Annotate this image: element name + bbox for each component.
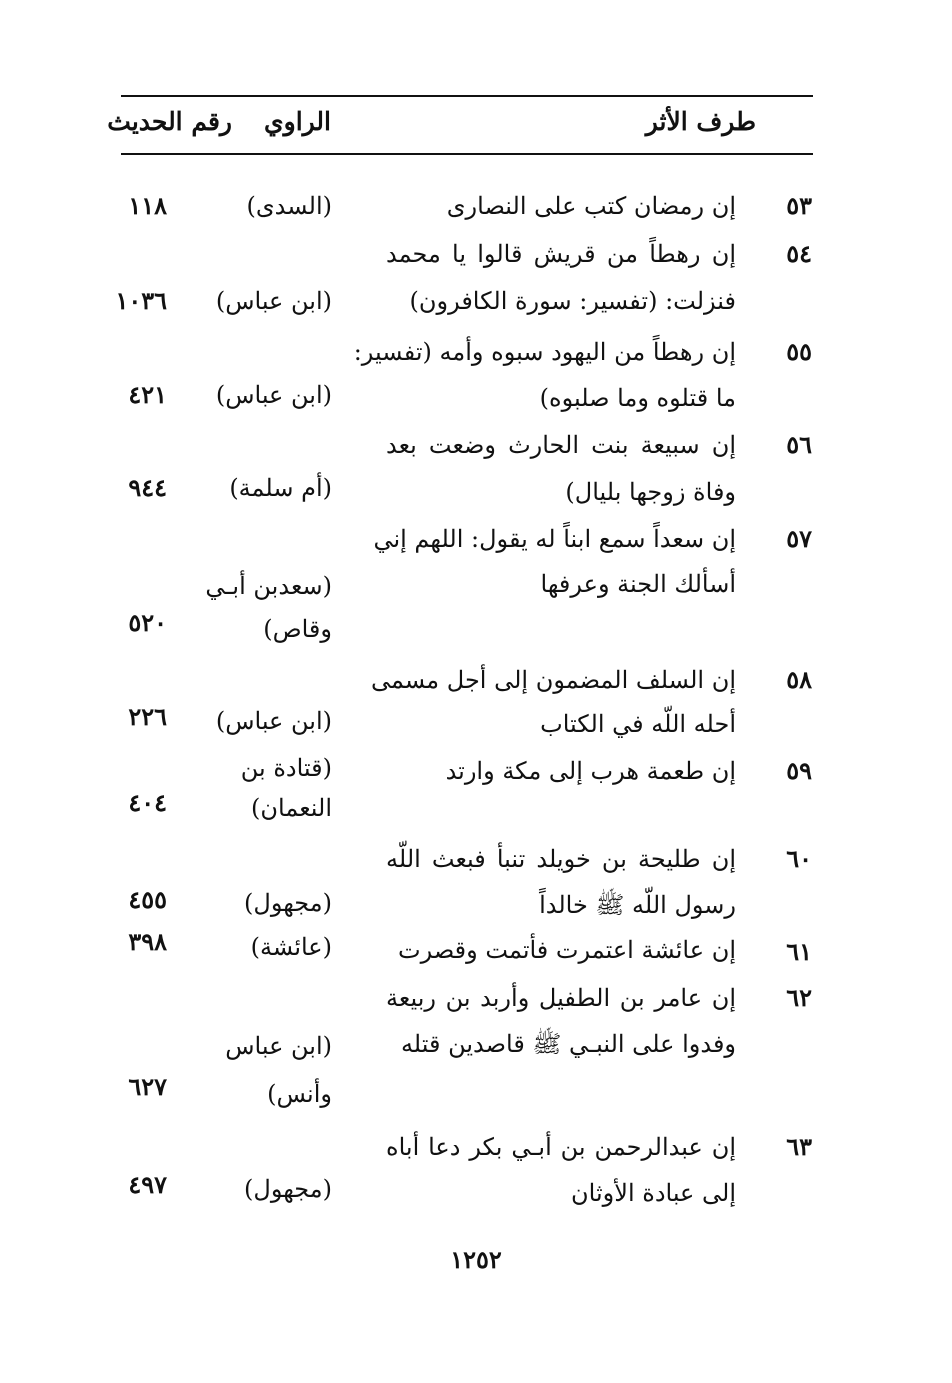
- entry-text-line: إن رهطاً من قريش قالوا يا محمد: [386, 240, 736, 268]
- entry-number: ٦٠: [786, 844, 812, 873]
- column-header-narrator: الراوي: [264, 107, 331, 136]
- entry-number: ٥٩: [786, 756, 812, 785]
- entry-narrator: (عائشة): [250, 933, 332, 961]
- entry-number: ٥٨: [786, 665, 812, 694]
- entry-narrator: (أم سلمة): [229, 474, 332, 502]
- entry-text-line: وفاة زوجها بليال): [565, 478, 736, 506]
- entry-hadith-number: ٤٥٥: [128, 885, 167, 914]
- entry-text-line: أحله اللّه في الكتاب: [540, 710, 736, 738]
- entry-hadith-number: ٤٢١: [128, 380, 167, 409]
- entry-narrator: (مجهول): [244, 1175, 332, 1203]
- entry-text-line: إن السلف المضمون إلى أجل مسمى: [371, 666, 736, 694]
- entry-number: ٥٧: [786, 524, 812, 553]
- entry-text-line: أسألك الجنة وعرفها: [540, 570, 736, 598]
- page-number: ١٢٥٢: [450, 1245, 502, 1274]
- entry-hadith-number: ٥٢٠: [128, 608, 167, 637]
- entry-number: ٥٤: [786, 239, 812, 268]
- entry-narrator: (ابن عباس): [215, 707, 332, 735]
- entry-narrator: وأنس): [267, 1080, 332, 1108]
- entry-hadith-number: ١١٨: [128, 191, 167, 220]
- entry-narrator: وقاص): [263, 615, 332, 643]
- entry-number: ٥٣: [786, 191, 812, 220]
- entry-number: ٦١: [786, 937, 812, 966]
- entry-narrator: (سعدبن أبـي: [205, 572, 332, 600]
- entry-number: ٦٣: [786, 1132, 812, 1161]
- entry-hadith-number: ٤٠٤: [128, 788, 167, 817]
- entry-text-line: إن طعمة هرب إلى مكة وارتد: [445, 757, 736, 785]
- entry-text-line: إن رهطاً من اليهود سبوه وأمه (تفسير:: [353, 338, 736, 366]
- top-rule: [121, 95, 813, 97]
- column-header-hadith-number: رقم الحديث: [107, 107, 232, 136]
- entry-text-line: إن سعداً سمع ابناً له يقول: اللهم إني: [373, 525, 736, 553]
- entry-narrator: (مجهول): [244, 889, 332, 917]
- entry-text-line: إن رمضان كتب على النصارى: [446, 192, 736, 220]
- entry-hadith-number: ٢٢٦: [128, 702, 167, 731]
- entry-hadith-number: ٣٩٨: [128, 927, 167, 956]
- entry-number: ٦٢: [786, 983, 812, 1012]
- entry-number: ٥٦: [786, 430, 812, 459]
- header-rule: [121, 153, 813, 155]
- entry-hadith-number: ٤٩٧: [128, 1170, 167, 1199]
- entry-text-line: إن عائشة اعتمرت فأتمت وقصرت: [398, 936, 736, 964]
- entry-text-line: إن عبدالرحمن بن أبـي بكر دعا أباه: [386, 1133, 736, 1161]
- entry-narrator: (ابن عباس): [215, 287, 332, 315]
- entry-text-line: فنزلت: (تفسير: سورة الكافرون): [409, 287, 736, 315]
- entry-narrator: (السدى): [246, 192, 332, 220]
- entry-text-line: إلى عبادة الأوثان: [571, 1179, 736, 1207]
- entry-number: ٥٥: [786, 337, 812, 366]
- entry-text-line: إن سبيعة بنت الحارث وضعت بعد: [386, 431, 736, 459]
- entry-text-line: إن طليحة بن خويلد تنبأ فبعث اللّه: [386, 845, 736, 873]
- entry-narrator: (ابن عباس: [225, 1032, 332, 1060]
- column-header-title: طرف الأثر: [645, 107, 756, 136]
- entry-text-line: ما قتلوه وما صلبوه): [539, 384, 736, 412]
- entry-hadith-number: ٦٢٧: [128, 1072, 167, 1101]
- entry-narrator: النعمان): [251, 794, 332, 822]
- entry-narrator: (قتادة بن: [240, 754, 332, 782]
- entry-text-line: رسول اللّه ﷺ خالداً: [539, 891, 736, 919]
- entry-hadith-number: ١٠٣٦: [115, 286, 167, 315]
- entry-text-line: إن عامر بن الطفيل وأربد بن ربيعة: [386, 984, 736, 1012]
- entry-hadith-number: ٩٤٤: [128, 473, 167, 502]
- entry-narrator: (ابن عباس): [215, 381, 332, 409]
- entry-text-line: وفدوا على النبـي ﷺ قاصدين قتله: [400, 1030, 736, 1058]
